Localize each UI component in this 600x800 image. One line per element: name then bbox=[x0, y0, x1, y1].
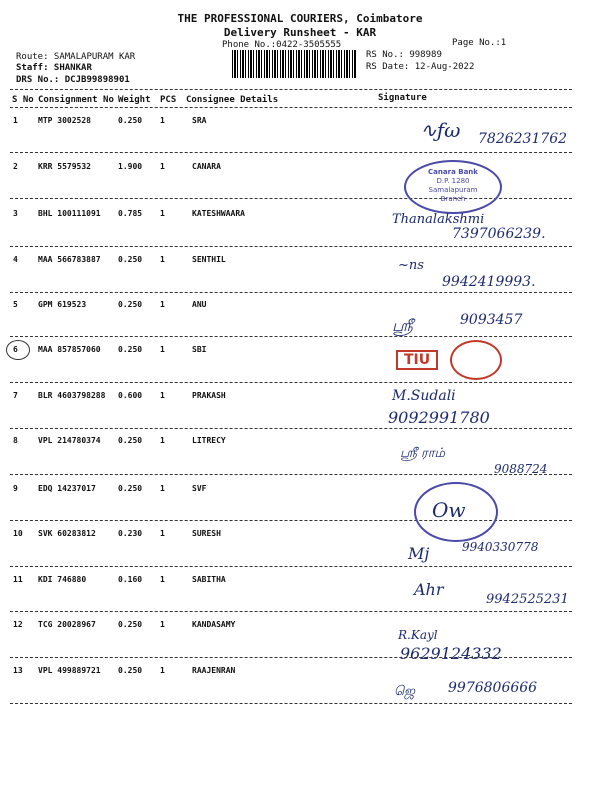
row-3-cons: BHL 100111091 bbox=[38, 209, 101, 218]
route: Route: SAMALAPURAM KAR bbox=[16, 52, 136, 62]
signature-scribble-9: Ow bbox=[432, 498, 466, 522]
row-6-sno: 6 bbox=[13, 345, 18, 354]
signature-phone-11: 9942525231 bbox=[486, 592, 569, 607]
signature-name-7: M.Sudali bbox=[392, 388, 456, 404]
row-13-cons: VPL 499889721 bbox=[38, 666, 101, 675]
row-1-cons: MTP 3002528 bbox=[38, 116, 91, 125]
signature-name-12: R.Kayl bbox=[398, 628, 438, 642]
signature-phone-7: 9092991780 bbox=[388, 408, 490, 427]
signature-phone-4: 9942419993. bbox=[442, 274, 536, 290]
col-signature: Signature bbox=[378, 93, 427, 103]
row-1-name: SRA bbox=[192, 116, 207, 125]
row-7-weight: 0.600 bbox=[118, 391, 143, 400]
row-11-cons: KDI 746880 bbox=[38, 575, 87, 584]
signature-scribble-4: ~ns bbox=[398, 258, 424, 273]
row-11-pcs: 1 bbox=[160, 575, 165, 584]
row-6-pcs: 1 bbox=[160, 345, 165, 354]
row-13-sno: 13 bbox=[13, 666, 23, 675]
col-consignment: Consignment No bbox=[38, 95, 114, 105]
row-10-sno: 10 bbox=[13, 529, 23, 538]
signature-scribble-10: Mj bbox=[408, 544, 430, 563]
row-2-name: CANARA bbox=[192, 162, 221, 171]
row-6-name: SBI bbox=[192, 345, 207, 354]
row-5-cons: GPM 619523 bbox=[38, 300, 87, 309]
row-13-name: RAAJENRAN bbox=[192, 666, 236, 675]
row-12-pcs: 1 bbox=[160, 620, 165, 629]
rs-date: RS Date: 12-Aug-2022 bbox=[366, 62, 475, 72]
row-1-weight: 0.250 bbox=[118, 116, 143, 125]
sbi-stamp bbox=[450, 340, 502, 380]
row-4-name: SENTHIL bbox=[192, 255, 226, 264]
signature-phone-12: 9629124332 bbox=[400, 644, 502, 663]
row-4-sno: 4 bbox=[13, 255, 18, 264]
row-7-cons: BLR 4603798288 bbox=[38, 391, 106, 400]
row-7-sno: 7 bbox=[13, 391, 18, 400]
col-pcs: PCS bbox=[160, 95, 177, 105]
row-divider bbox=[10, 474, 572, 475]
row-5-weight: 0.250 bbox=[118, 300, 143, 309]
phone-number: Phone No.:0422-3505555 bbox=[222, 40, 342, 50]
row-divider bbox=[10, 382, 572, 383]
row-6-circle-mark bbox=[6, 340, 30, 360]
row-divider bbox=[10, 703, 572, 704]
row-12-sno: 12 bbox=[13, 620, 23, 629]
canara-bank-stamp bbox=[404, 160, 502, 214]
company-title: THE PROFESSIONAL COURIERS, Coimbatore bbox=[177, 12, 423, 25]
row-divider bbox=[10, 566, 572, 567]
row-12-weight: 0.250 bbox=[118, 620, 143, 629]
row-divider bbox=[10, 246, 572, 247]
row-3-name: KATESHWAARA bbox=[192, 209, 245, 218]
signature-scribble-1: ∿ƒω bbox=[420, 118, 461, 142]
row-9-name: SVF bbox=[192, 484, 207, 493]
row-8-weight: 0.250 bbox=[118, 436, 143, 445]
row-4-pcs: 1 bbox=[160, 255, 165, 264]
signature-phone-3: 7397066239. bbox=[452, 226, 546, 242]
stamp-line-1: Canara Bank bbox=[428, 168, 478, 176]
row-8-pcs: 1 bbox=[160, 436, 165, 445]
row-12-name: KANDASAMY bbox=[192, 620, 236, 629]
barcode bbox=[232, 50, 356, 78]
stamp-line-3: Samalapuram bbox=[428, 186, 478, 194]
runsheet-title: Delivery Runsheet - KAR bbox=[223, 26, 377, 39]
row-13-weight: 0.250 bbox=[118, 666, 143, 675]
staff: Staff: SHANKAR bbox=[16, 63, 92, 73]
col-consignee: Consignee Details bbox=[186, 95, 279, 105]
row-9-weight: 0.250 bbox=[118, 484, 143, 493]
signature-name-3: Thanalakshmi bbox=[392, 212, 485, 227]
row-1-sno: 1 bbox=[13, 116, 18, 125]
signature-scribble-5: ஸ்ரீ bbox=[392, 316, 413, 335]
signature-scribble-13: ஜெ bbox=[394, 684, 415, 699]
row-6-weight: 0.250 bbox=[118, 345, 143, 354]
row-3-pcs: 1 bbox=[160, 209, 165, 218]
row-11-weight: 0.160 bbox=[118, 575, 143, 584]
row-divider bbox=[10, 611, 572, 612]
row-10-cons: SVK 60283812 bbox=[38, 529, 96, 538]
signature-stamp-6: TIU bbox=[396, 350, 438, 370]
row-8-sno: 8 bbox=[13, 436, 18, 445]
row-11-sno: 11 bbox=[13, 575, 23, 584]
row-9-pcs: 1 bbox=[160, 484, 165, 493]
signature-phone-1: 7826231762 bbox=[478, 131, 568, 147]
page-number: Page No.:1 bbox=[452, 38, 507, 48]
columns-divider bbox=[10, 107, 572, 108]
row-10-name: SURESH bbox=[192, 529, 221, 538]
signature-scribble-11: Ahr bbox=[414, 580, 444, 599]
row-13-pcs: 1 bbox=[160, 666, 165, 675]
row-1-pcs: 1 bbox=[160, 116, 165, 125]
row-7-name: PRAKASH bbox=[192, 391, 226, 400]
signature-phone-8: 9088724 bbox=[494, 462, 548, 476]
row-8-name: LITRECY bbox=[192, 436, 226, 445]
row-4-weight: 0.250 bbox=[118, 255, 143, 264]
rs-number: RS No.: 998989 bbox=[366, 50, 442, 60]
signature-phone-5: 9093457 bbox=[460, 312, 523, 328]
row-4-cons: MAA 566783887 bbox=[38, 255, 101, 264]
row-7-pcs: 1 bbox=[160, 391, 165, 400]
header-divider bbox=[10, 89, 572, 90]
row-divider bbox=[10, 292, 572, 293]
row-10-pcs: 1 bbox=[160, 529, 165, 538]
row-8-cons: VPL 214780374 bbox=[38, 436, 101, 445]
signature-phone-13: 9976806666 bbox=[448, 680, 538, 696]
signature-phone-10: 9940330778 bbox=[462, 540, 539, 554]
row-10-weight: 0.230 bbox=[118, 529, 143, 538]
row-divider bbox=[10, 152, 572, 153]
row-12-cons: TCG 20028967 bbox=[38, 620, 96, 629]
row-11-name: SABITHA bbox=[192, 575, 226, 584]
row-divider bbox=[10, 428, 572, 429]
col-weight: Weight bbox=[118, 95, 151, 105]
stamp-line-2: D.P. 1280 bbox=[436, 177, 470, 185]
row-9-cons: EDQ 14237017 bbox=[38, 484, 96, 493]
row-5-name: ANU bbox=[192, 300, 207, 309]
row-divider bbox=[10, 336, 572, 337]
signature-scribble-8: ஸ்ரீ ராம் bbox=[400, 446, 446, 461]
row-5-pcs: 1 bbox=[160, 300, 165, 309]
row-9-sno: 9 bbox=[13, 484, 18, 493]
row-3-weight: 0.785 bbox=[118, 209, 143, 218]
col-sno: S No bbox=[12, 95, 34, 105]
row-2-cons: KRR 5579532 bbox=[38, 162, 91, 171]
row-3-sno: 3 bbox=[13, 209, 18, 218]
row-2-pcs: 1 bbox=[160, 162, 165, 171]
row-2-weight: 1.900 bbox=[118, 162, 143, 171]
row-5-sno: 5 bbox=[13, 300, 18, 309]
row-6-cons: MAA 857857060 bbox=[38, 345, 101, 354]
drs-number: DRS No.: DCJB99898901 bbox=[16, 75, 130, 85]
row-2-sno: 2 bbox=[13, 162, 18, 171]
stamp-line-4: Branch bbox=[440, 195, 466, 203]
